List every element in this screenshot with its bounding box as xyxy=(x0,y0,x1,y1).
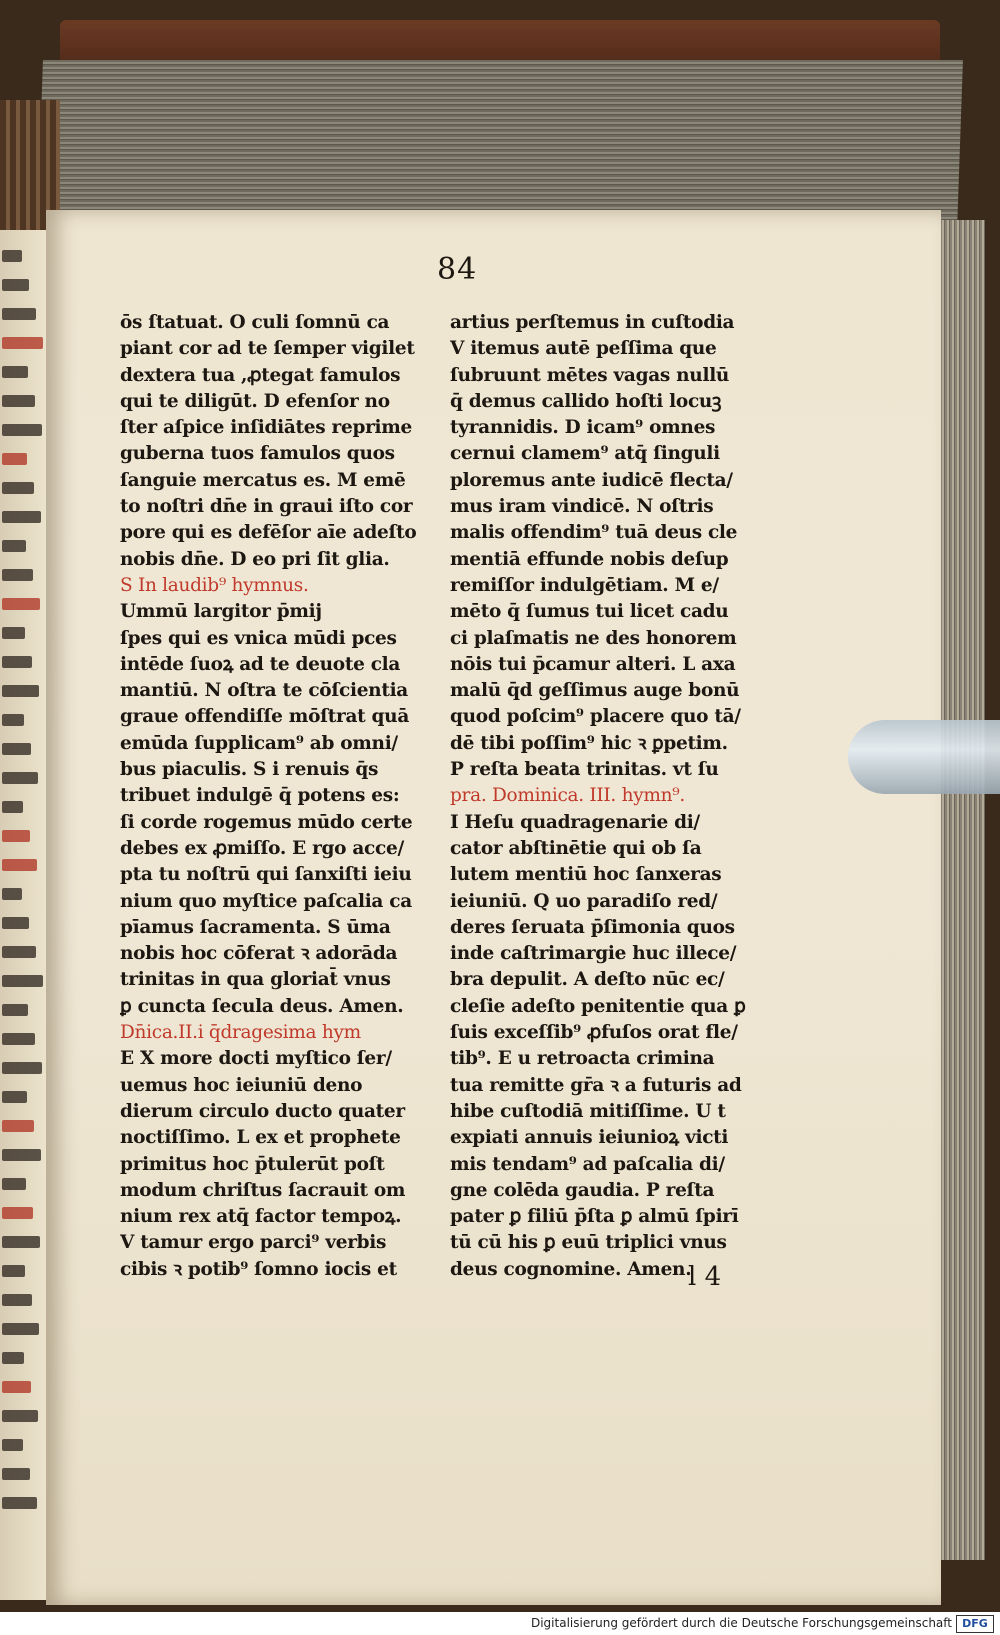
folio-number: 84 xyxy=(437,252,478,287)
facing-page-text-fragment xyxy=(2,308,36,320)
text-line: primitus hoc p̄tulerūt poſt xyxy=(120,1153,385,1175)
text-line: cernui clamem⁹ atq̄ ſinguli xyxy=(450,443,720,465)
text-line: graue offendiſſe mōſtrat quā xyxy=(120,706,410,728)
text-line: V tamur ergo parci⁹ verbis xyxy=(120,1232,387,1254)
text-line: pta tu noſtrū qui ſanxiſti ieiu xyxy=(120,864,412,886)
text-line: emūda ſupplicam⁹ ab omni/ xyxy=(120,732,398,754)
text-line: Ummū largitor p̄mij xyxy=(120,601,322,623)
text-line: lutem mentiū hoc ſanxeras xyxy=(450,864,722,886)
text-line: nobis dn̄e. D eo pri ſit glia. xyxy=(120,548,390,570)
text-line: tū cū his ꝑ euū triplici vnus xyxy=(450,1232,727,1254)
text-line: guberna tuos famulos quos xyxy=(120,443,395,465)
facing-page-text-fragment xyxy=(2,714,24,726)
text-line: remiſſor indulgētiam. M e/ xyxy=(450,574,719,596)
facing-page-text-fragment xyxy=(2,569,33,581)
facing-page-text-fragment xyxy=(2,1236,40,1248)
facing-page-text-fragment xyxy=(2,1062,42,1074)
facing-page-text-fragment xyxy=(2,1468,30,1480)
text-line: ſter aſpice inſidiātes reprime xyxy=(120,417,413,439)
text-line: nium rex atq̄ factor tempoꝝ. xyxy=(120,1206,402,1228)
facing-page-text-fragment xyxy=(2,1265,25,1277)
facing-page-text-fragment xyxy=(2,1033,35,1045)
text-line: q̄ demus callido hoſti locuꝫ xyxy=(450,390,722,412)
signature-mark: l 4 xyxy=(688,1262,722,1292)
facing-page-text-fragment xyxy=(2,540,26,552)
text-line: piant cor ad te ſemper vigilet xyxy=(120,338,415,360)
text-line: nobis hoc cōferat ꝛ adorāda xyxy=(120,943,398,965)
text-line: pīamus ſacramenta. S ūma xyxy=(120,916,391,938)
rubric-line: pra. Dominica. III. hymn⁹. xyxy=(450,785,685,807)
text-line: modum chriſtus ſacrauit om xyxy=(120,1179,406,1201)
text-line: ploremus ante iudicē flecta/ xyxy=(450,469,733,491)
left-text-column xyxy=(120,310,440,1283)
text-line: tua remitte gr̄a ꝛ a futuris ad xyxy=(450,1074,742,1096)
facing-page-text-fragment xyxy=(2,482,34,494)
facing-page-text-fragment xyxy=(2,250,22,262)
text-line: uemus hoc ieiuniū deno xyxy=(120,1074,363,1096)
text-line: mus iram vindicē. N oſtris xyxy=(450,496,714,518)
text-line: cleſie adeſto penitentie qua ꝑ xyxy=(450,995,746,1017)
rubric-line: Dn̄ica.II.i q̄dragesima hym xyxy=(120,1022,361,1044)
facing-page-text-fragment xyxy=(2,743,31,755)
text-line: nium quo myſtice paſcalia ca xyxy=(120,890,412,912)
text-line: P reſta beata trinitas. vt ſu xyxy=(450,759,719,781)
facing-page-text-fragment xyxy=(2,511,41,523)
text-line: pater ꝑ filiū p̄ſta ꝑ almū ſpirī xyxy=(450,1206,739,1228)
text-line: E X more docti myſtico ſer/ xyxy=(120,1048,392,1070)
facing-page-text-fragment xyxy=(2,917,29,929)
facing-page-text-fragment xyxy=(2,1352,24,1364)
text-line: ꝑ cuncta ſecula deus. Amen. xyxy=(120,995,404,1017)
facing-page-text-fragment xyxy=(2,1439,23,1451)
page-fore-edge xyxy=(940,220,985,1560)
facing-page-text-fragment xyxy=(2,1381,31,1393)
facing-page-text-fragment xyxy=(2,946,36,958)
text-line: dierum circulo ducto quater xyxy=(120,1100,405,1122)
text-line: mentiā effunde nobis deſup xyxy=(450,548,729,570)
text-line: mēto q̄ ſumus tui licet cadu xyxy=(450,601,729,623)
text-line: quod poſcim⁹ placere quo tā/ xyxy=(450,706,741,728)
facing-page-text-fragment xyxy=(2,453,27,465)
text-line: mis tendam⁹ ad paſcalia di/ xyxy=(450,1153,725,1175)
text-line: V itemus autē peſſima que xyxy=(450,338,717,360)
footer-bar xyxy=(0,1612,1000,1635)
facing-page-text-fragment xyxy=(2,1091,27,1103)
text-line: ſanguie mercatus es. M emē xyxy=(120,469,406,491)
facing-page-text-fragment xyxy=(2,830,30,842)
dfg-logo: DFG xyxy=(956,1615,994,1633)
text-line: artius perſtemus in cuſtodia xyxy=(450,312,735,333)
text-line: dē tibi poſſim⁹ hic ꝛ ꝑpetim. xyxy=(450,732,728,754)
facing-page-text-fragment xyxy=(2,598,40,610)
facing-page-text-fragment xyxy=(2,1323,39,1335)
right-text-column xyxy=(450,310,770,1283)
text-line: deus cognomine. Amen. xyxy=(450,1258,692,1280)
rubric-line: S In laudib⁹ hymnus. xyxy=(120,574,309,596)
facing-page-text-fragment xyxy=(2,1120,34,1132)
page-clip xyxy=(848,720,1000,794)
text-line: pore qui es defēſor aīe adeſto xyxy=(120,522,417,544)
text-line: ſuis exceſſib⁹ ꝓfuſos orat fle/ xyxy=(450,1022,738,1044)
facing-page-sliver xyxy=(0,230,46,1600)
text-line: nōis tui p̄camur alteri. L axa xyxy=(450,653,736,675)
facing-page-text-fragment xyxy=(2,395,35,407)
facing-page-text-fragment xyxy=(2,888,22,900)
text-line: gne colēda gaudia. P reſta xyxy=(450,1179,715,1201)
facing-page-text-fragment xyxy=(2,424,42,436)
text-line: inde caſtrimargie huc illece/ xyxy=(450,943,737,965)
text-line: mantiū. N oſtra te cōſcientia xyxy=(120,680,408,702)
facing-page-text-fragment xyxy=(2,772,38,784)
facing-page-text-fragment xyxy=(2,1294,32,1306)
text-line: ieiuniū. Q uo paradiſo red/ xyxy=(450,890,718,912)
facing-page-text-fragment xyxy=(2,366,28,378)
text-line: debes ex ꝓmiſſo. E rgo acce/ xyxy=(120,837,404,859)
facing-page-text-fragment xyxy=(2,1497,37,1509)
text-line: cibis ꝛ potib⁹ ſomno iocis et xyxy=(120,1258,397,1280)
facing-page-text-fragment xyxy=(2,859,37,871)
text-line: malū q̄d geſſimus auge bonū xyxy=(450,680,740,702)
text-line: tib⁹. E u retroacta crimina xyxy=(450,1048,715,1070)
text-line: tribuet indulgē q̄ potens es: xyxy=(120,785,400,807)
text-line: malis offendim⁹ tuā deus cle xyxy=(450,522,738,544)
text-line: I Heſu quadragenarie di/ xyxy=(450,811,700,833)
facing-page-text-fragment xyxy=(2,975,43,987)
text-line: expiati annuis ieiunioꝝ victi xyxy=(450,1127,729,1149)
text-line: ci plaſmatis ne des honorem xyxy=(450,627,737,649)
facing-page-text-fragment xyxy=(2,685,39,697)
text-line: dextera tua ,ꝓtegat famulos xyxy=(120,364,401,386)
text-line: qui te diligūt. D efenſor no xyxy=(120,390,390,412)
text-line: bus piaculis. S i renuis q̄s xyxy=(120,759,379,781)
text-line: intēde ſuoꝝ ad te deuote cla xyxy=(120,653,401,675)
facing-page-text-fragment xyxy=(2,279,29,291)
facing-page-text-fragment xyxy=(2,1004,28,1016)
facing-page-text-fragment xyxy=(2,656,32,668)
text-line: deres ſeruata p̄ſimonia quos xyxy=(450,916,735,938)
page-block-top-edge xyxy=(37,60,963,230)
facing-page-text-fragment xyxy=(2,337,43,349)
facing-page-text-fragment xyxy=(2,1410,38,1422)
facing-page-text-fragment xyxy=(2,1149,41,1161)
text-line: ōs ſtatuat. O culi ſomnū ca xyxy=(120,312,390,333)
text-line: tyrannidis. D icam⁹ omnes xyxy=(450,417,716,439)
text-line: ſubruunt mētes vagas nullū xyxy=(450,364,730,386)
text-line: to noſtri dn̄e in graui iſto cor xyxy=(120,496,413,518)
text-line: noctiſſimo. L ex et prophete xyxy=(120,1127,401,1149)
text-line: cator abſtinētie qui ob ſa xyxy=(450,837,702,859)
facing-page-text-fragment xyxy=(2,1207,33,1219)
facing-page-text-fragment xyxy=(2,801,23,813)
footer-credit: Digitalisierung gefördert durch die Deutsche Forschungsgemeinschaft xyxy=(530,1616,952,1630)
text-line: hibe cuſtodiā mitiſſime. U t xyxy=(450,1100,726,1122)
text-line: ſpes qui es vnica mūdi pces xyxy=(120,627,397,649)
facing-page-text-fragment xyxy=(2,627,25,639)
facing-page-text-fragment xyxy=(2,1178,26,1190)
text-line: bra depulit. A deſto nūc ec/ xyxy=(450,969,725,991)
text-line: ſi corde rogemus mūdo certe xyxy=(120,811,413,833)
text-line: trinitas in qua gloriat̄ vnus xyxy=(120,969,391,991)
